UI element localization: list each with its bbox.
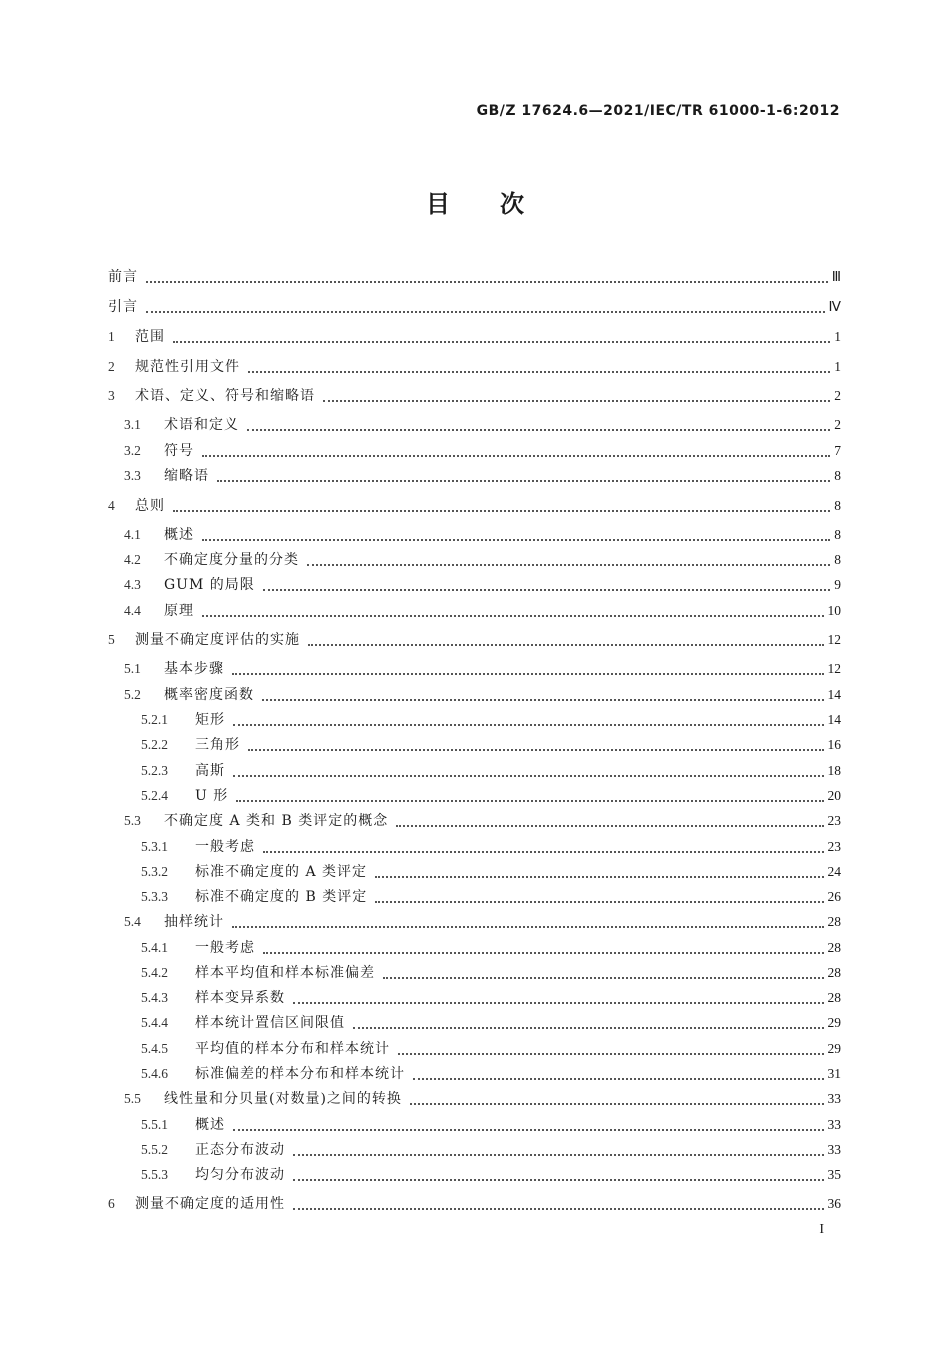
- dot-leader: [232, 661, 824, 675]
- toc-entry[interactable]: [108, 1088, 841, 1110]
- toc-entry-number: 4.1: [124, 527, 141, 542]
- toc-entry[interactable]: [108, 1164, 841, 1186]
- toc-entry-number: 5.3.3: [141, 889, 168, 904]
- dot-leader: [293, 1142, 824, 1156]
- dot-leader: [353, 1015, 824, 1029]
- toc-entry[interactable]: [108, 574, 841, 596]
- toc-entry-page: Ⅳ: [828, 299, 841, 314]
- dot-leader: [308, 632, 824, 646]
- dot-leader: [247, 417, 830, 431]
- toc-entry[interactable]: [108, 1139, 841, 1161]
- toc-entry[interactable]: [108, 684, 841, 706]
- toc-entry-number: 5: [108, 632, 115, 647]
- dot-leader: [398, 1041, 824, 1055]
- dot-leader: [217, 468, 830, 482]
- dot-leader: [293, 1196, 824, 1210]
- toc-entry-page: 12: [827, 632, 841, 647]
- toc-entry-page: 14: [827, 712, 841, 727]
- toc-entry-number: 6: [108, 1196, 115, 1211]
- toc-entry-number: 3: [108, 388, 115, 403]
- toc-entry-number: 4.4: [124, 603, 141, 618]
- toc-entry[interactable]: [108, 962, 841, 984]
- toc-entry-page: 9: [834, 577, 841, 592]
- dot-leader: [410, 1091, 824, 1105]
- toc-entry-label: 矩形: [195, 712, 225, 728]
- dot-leader: [383, 965, 824, 979]
- toc-entry-page: 24: [827, 864, 841, 879]
- toc-entry-label: 缩略语: [164, 468, 209, 484]
- toc-entry-page: 10: [827, 603, 841, 618]
- toc-entry-page: 12: [827, 661, 841, 676]
- toc-entry[interactable]: [108, 629, 841, 651]
- dot-leader: [233, 712, 824, 726]
- toc-entry-number: 5.2.2: [141, 737, 168, 752]
- toc-entry-label: GUM 的局限: [164, 577, 255, 593]
- toc-entry-page: 14: [827, 687, 841, 702]
- dot-leader: [146, 299, 825, 313]
- toc-entry[interactable]: [108, 495, 841, 517]
- toc-entry-label: 前言: [108, 269, 138, 285]
- toc-entry-label: 总则: [135, 498, 165, 514]
- toc-entry-number: 5.2.4: [141, 788, 168, 803]
- dot-leader: [202, 443, 830, 457]
- toc-entry-number: 5.4.6: [141, 1066, 168, 1081]
- toc-entry[interactable]: [108, 1063, 841, 1085]
- dot-leader: [202, 603, 824, 617]
- toc-entry-page: 26: [827, 889, 841, 904]
- toc-entry-number: 5.5.2: [141, 1142, 168, 1157]
- toc-entry[interactable]: [108, 658, 841, 680]
- toc-entry[interactable]: [108, 385, 841, 407]
- dot-leader: [248, 359, 830, 373]
- dot-leader: [262, 687, 824, 701]
- toc-entry[interactable]: [108, 861, 841, 883]
- toc-entry-label: 抽样统计: [164, 914, 224, 930]
- toc-entry[interactable]: [108, 1114, 841, 1136]
- toc-entry-label: 规范性引用文件: [135, 359, 240, 375]
- toc-entry-page: 36: [827, 1196, 841, 1211]
- toc-entry[interactable]: [108, 937, 841, 959]
- toc-entry-number: 5.4: [124, 914, 141, 929]
- dot-leader: [233, 763, 824, 777]
- toc-entry-label: 样本统计置信区间限值: [195, 1015, 345, 1031]
- toc-entry-page: 35: [827, 1167, 841, 1182]
- toc-entry-page: 28: [827, 914, 841, 929]
- page-number: I: [819, 1222, 824, 1237]
- toc-entry-page: 1: [834, 359, 841, 374]
- dot-leader: [323, 388, 830, 402]
- toc-entry[interactable]: [108, 785, 841, 807]
- toc-entry-page: 28: [827, 965, 841, 980]
- toc-entry-label: 符号: [164, 443, 194, 459]
- toc-entry-label: 均匀分布波动: [195, 1167, 285, 1183]
- toc-entry-label: 标准偏差的样本分布和样本统计: [195, 1066, 405, 1082]
- dot-leader: [396, 813, 823, 827]
- toc-entry-number: 5.4.2: [141, 965, 168, 980]
- toc-entry-page: 1: [834, 329, 841, 344]
- dot-leader: [307, 552, 830, 566]
- toc-entry-label: 测量不确定度评估的实施: [135, 632, 300, 648]
- dot-leader: [293, 1167, 824, 1181]
- toc-entry-number: 2: [108, 359, 115, 374]
- toc-entry-number: 5.5.3: [141, 1167, 168, 1182]
- toc-entry-page: 31: [827, 1066, 841, 1081]
- toc-entry[interactable]: [108, 1193, 841, 1215]
- toc-entry-number: 5.4.3: [141, 990, 168, 1005]
- toc-entry-number: 3.2: [124, 443, 141, 458]
- toc-entry-label: 一般考虑: [195, 839, 255, 855]
- toc-entry-page: 28: [827, 990, 841, 1005]
- dot-leader: [146, 269, 828, 283]
- toc-entry-page: 8: [834, 498, 841, 513]
- toc-entry-label: 三角形: [195, 737, 240, 753]
- dot-leader: [375, 864, 823, 878]
- toc-entry-label: 平均值的样本分布和样本统计: [195, 1041, 390, 1057]
- toc-entry[interactable]: [108, 987, 841, 1009]
- toc-entry-page: 8: [834, 552, 841, 567]
- toc-entry[interactable]: [108, 465, 841, 487]
- toc-entry-label: 基本步骤: [164, 661, 224, 677]
- toc-entry-label: 范围: [135, 329, 165, 345]
- toc-entry-page: 2: [834, 388, 841, 403]
- dot-leader: [375, 889, 823, 903]
- toc-entry-number: 5.5: [124, 1091, 141, 1106]
- toc-entry-label: 测量不确定度的适用性: [135, 1196, 285, 1212]
- toc-entry[interactable]: [108, 810, 841, 832]
- toc-entry[interactable]: [108, 440, 841, 462]
- toc-entry-page: 18: [827, 763, 841, 778]
- toc-entry-page: 29: [827, 1015, 841, 1030]
- toc-entry-number: 5.1: [124, 661, 141, 676]
- toc-entry-number: 4.2: [124, 552, 141, 567]
- toc-entry[interactable]: [108, 760, 841, 782]
- toc-entry-label: U 形: [195, 788, 229, 804]
- page-title: [0, 184, 950, 219]
- toc-entry-page: 28: [827, 940, 841, 955]
- dot-leader: [173, 498, 830, 512]
- toc-entry[interactable]: [108, 1038, 841, 1060]
- dot-leader: [236, 788, 823, 802]
- toc-entry-page: 2: [834, 417, 841, 432]
- toc-entry-label: 引言: [108, 299, 138, 315]
- toc-entry-label: 样本变异系数: [195, 990, 285, 1006]
- dot-leader: [202, 527, 830, 541]
- toc-entry-page: 16: [827, 737, 841, 752]
- title-char-2: 次: [500, 190, 524, 218]
- title-char-1: 目: [426, 190, 450, 218]
- toc-entry-number: 1: [108, 329, 115, 344]
- standard-number-header: GB/Z 17624.6—2021/IEC/TR 61000-1-6:2012: [476, 103, 840, 119]
- toc-entry-page: Ⅲ: [831, 269, 841, 284]
- dot-leader: [263, 940, 824, 954]
- toc-entry-label: 不确定度分量的分类: [164, 552, 299, 568]
- toc-entry[interactable]: [108, 836, 841, 858]
- toc-entry[interactable]: [108, 549, 841, 571]
- toc-entry-number: 4.3: [124, 577, 141, 592]
- toc-entry-label: 概述: [195, 1117, 225, 1133]
- dot-leader: [413, 1066, 824, 1080]
- toc-entry[interactable]: [108, 524, 841, 546]
- dot-leader: [263, 839, 824, 853]
- toc-entry-number: 5.4.1: [141, 940, 168, 955]
- toc-entry-page: 8: [834, 468, 841, 483]
- toc-entry-label: 概述: [164, 527, 194, 543]
- toc-entry-page: 33: [827, 1142, 841, 1157]
- toc-entry[interactable]: [108, 709, 841, 731]
- dot-leader: [263, 577, 830, 591]
- toc-entry-label: 原理: [164, 603, 194, 619]
- toc-entry[interactable]: [108, 356, 841, 378]
- toc-entry[interactable]: [108, 911, 841, 933]
- toc-entry[interactable]: [108, 886, 841, 908]
- toc-entry-number: 5.3: [124, 813, 141, 828]
- toc-entry-number: 5.2.1: [141, 712, 168, 727]
- toc-entry-page: 7: [834, 443, 841, 458]
- toc-entry[interactable]: [108, 600, 841, 622]
- toc-entry-label: 标准不确定度的 A 类评定: [195, 864, 368, 880]
- toc-entry-page: 33: [827, 1091, 841, 1106]
- toc-entry-label: 概率密度函数: [164, 687, 254, 703]
- dot-leader: [248, 737, 824, 751]
- toc-entry-label: 高斯: [195, 763, 225, 779]
- toc-entry-label: 一般考虑: [195, 940, 255, 956]
- toc-entry-number: 5.3.1: [141, 839, 168, 854]
- toc-entry-label: 术语和定义: [164, 417, 239, 433]
- toc-entry-number: 4: [108, 498, 115, 513]
- toc-entry-number: 3.1: [124, 417, 141, 432]
- toc-entry-number: 5.5.1: [141, 1117, 168, 1132]
- toc-entry-label: 线性量和分贝量(对数量)之间的转换: [164, 1091, 402, 1107]
- dot-leader: [232, 914, 824, 928]
- toc-entry-label: 标准不确定度的 B 类评定: [195, 889, 368, 905]
- toc-entry-page: 29: [827, 1041, 841, 1056]
- toc-entry-page: 23: [827, 839, 841, 854]
- toc-entry[interactable]: [108, 326, 841, 348]
- toc-entry-number: 5.3.2: [141, 864, 168, 879]
- dot-leader: [233, 1117, 824, 1131]
- toc-entry[interactable]: [108, 414, 841, 436]
- toc-entry[interactable]: [108, 734, 841, 756]
- toc-entry[interactable]: [108, 1012, 841, 1034]
- toc-entry-label: 样本平均值和样本标准偏差: [195, 965, 375, 981]
- toc-entry-number: 5.2: [124, 687, 141, 702]
- toc-entry-page: 20: [827, 788, 841, 803]
- toc-entry-label: 不确定度 A 类和 B 类评定的概念: [164, 813, 389, 829]
- toc-entry-page: 8: [834, 527, 841, 542]
- toc-entry-number: 5.2.3: [141, 763, 168, 778]
- toc-entry-number: 3.3: [124, 468, 141, 483]
- toc-entry-number: 5.4.5: [141, 1041, 168, 1056]
- toc-entry-label: 术语、定义、符号和缩略语: [135, 388, 315, 404]
- dot-leader: [173, 329, 830, 343]
- toc-entry[interactable]: [108, 296, 841, 318]
- dot-leader: [293, 990, 824, 1004]
- toc-entry-page: 33: [827, 1117, 841, 1132]
- toc-entry-number: 5.4.4: [141, 1015, 168, 1030]
- toc-entry-label: 正态分布波动: [195, 1142, 285, 1158]
- toc-entry[interactable]: [108, 266, 841, 288]
- toc-entry-page: 23: [827, 813, 841, 828]
